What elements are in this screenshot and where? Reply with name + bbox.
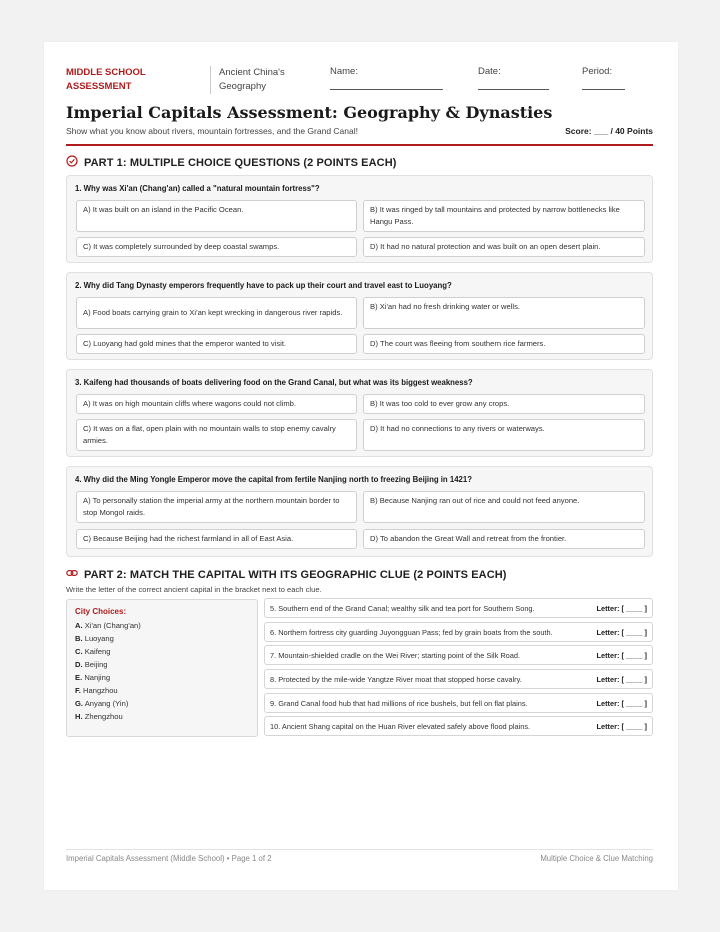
- city-choice: G. Anyang (Yin): [75, 699, 129, 708]
- date-input-line[interactable]: [478, 89, 549, 90]
- worksheet-page: [44, 42, 678, 890]
- question-card-3: [66, 369, 653, 457]
- option-b[interactable]: B) It was ringed by tall mountains and protected by narrow bottlenecks like Hangu Pass.: [363, 200, 645, 232]
- option-b[interactable]: B) It was too cold to ever grow any crops.: [363, 394, 645, 414]
- unit-label: Ancient China's Geography: [210, 66, 310, 94]
- check-circle-icon: [66, 155, 78, 170]
- period-input-line[interactable]: [582, 89, 625, 90]
- city-choice: H. Zhengzhou: [75, 712, 123, 721]
- question-text: 4. Why did the Ming Yongle Emperor move the capital from fertile Nanjing north to freezing Beijing in 1421?: [75, 475, 472, 484]
- part2-heading: [66, 567, 507, 582]
- clue-row: [264, 645, 653, 665]
- city-choice: F. Hangzhou: [75, 686, 118, 695]
- clue-row: [264, 622, 653, 642]
- clue-row: [264, 598, 653, 618]
- clue-text: 7. Mountain-shielded cradle on the Wei River; starting point of the Silk Road.: [270, 650, 521, 660]
- option-c[interactable]: C) Luoyang had gold mines that the emperor wanted to visit.: [76, 334, 357, 354]
- city-choice: A. Xi'an (Chang'an): [75, 621, 141, 630]
- question-text: 1. Why was Xi'an (Chang'an) called a "natural mountain fortress"?: [75, 184, 320, 193]
- city-choice: B. Luoyang: [75, 634, 114, 643]
- city-choice: C. Kaifeng: [75, 647, 111, 656]
- header-divider: [66, 144, 653, 146]
- footer-divider: [66, 849, 653, 850]
- part2-heading-text: PART 2: MATCH THE CAPITAL WITH ITS GEOGRAPHIC CLUE (2 POINTS EACH): [84, 568, 507, 581]
- clue-text: 8. Protected by the mile-wide Yangtze River moat that stopped horse cavalry.: [270, 674, 522, 684]
- option-c[interactable]: C) It was on a flat, open plain with no mountain walls to stop enemy cavalry armies.: [76, 419, 357, 451]
- date-label: Date:: [478, 66, 501, 77]
- clue-text: 6. Northern fortress city guarding Juyongguan Pass; fed by grain boats from the south.: [270, 627, 553, 637]
- name-input-line[interactable]: [330, 89, 443, 90]
- clue-text: 10. Ancient Shang capital on the Huan River elevated safely above flood plains.: [270, 721, 531, 731]
- option-d[interactable]: D) It had no natural protection and was built on an open desert plain.: [363, 237, 645, 257]
- letter-blank[interactable]: Letter: [ ____ ]: [596, 674, 647, 684]
- option-d[interactable]: D) To abandon the Great Wall and retreat from the frontier.: [363, 529, 645, 549]
- footer-left: Imperial Capitals Assessment (Middle School) • Page 1 of 2: [66, 854, 272, 863]
- letter-blank[interactable]: Letter: [ ____ ]: [596, 698, 647, 708]
- option-a[interactable]: A) To personally station the imperial army at the northern mountain border to stop Mongol raids.: [76, 491, 357, 523]
- option-d[interactable]: D) The court was fleeing from southern rice farmers.: [363, 334, 645, 354]
- option-a[interactable]: A) Food boats carrying grain to Xi'an kept wrecking in dangerous river rapids.: [76, 297, 357, 329]
- option-a[interactable]: A) It was built on an island in the Pacific Ocean.: [76, 200, 357, 232]
- option-b[interactable]: B) Because Nanjing ran out of rice and could not feed anyone.: [363, 491, 645, 523]
- city-choices-title: City Choices:: [75, 607, 127, 616]
- question-card-2: [66, 272, 653, 360]
- part1-heading-text: PART 1: MULTIPLE CHOICE QUESTIONS (2 POINTS EACH): [84, 156, 397, 169]
- letter-blank[interactable]: Letter: [ ____ ]: [596, 603, 647, 613]
- link-icon: [66, 567, 78, 582]
- option-b[interactable]: B) Xi'an had no fresh drinking water or wells.: [363, 297, 645, 329]
- name-label: Name:: [330, 66, 358, 77]
- clue-row: [264, 716, 653, 736]
- city-choice: D. Beijing: [75, 660, 108, 669]
- school-label: MIDDLE SCHOOL ASSESSMENT: [66, 67, 146, 92]
- clue-text: 9. Grand Canal food hub that had millions of rice bushels, but fell on flat plains.: [270, 698, 528, 708]
- clue-row: [264, 669, 653, 689]
- letter-blank[interactable]: Letter: [ ____ ]: [596, 650, 647, 660]
- city-choice: E. Nanjing: [75, 673, 111, 682]
- period-label: Period:: [582, 66, 613, 77]
- option-c[interactable]: C) It was completely surrounded by deep coastal swamps.: [76, 237, 357, 257]
- part2-instructions: Write the letter of the correct ancient capital in the bracket next to each clue.: [66, 585, 322, 594]
- score-field: Score: ___ / 40 Points: [565, 126, 653, 136]
- page-title: Imperial Capitals Assessment: Geography & Dynasties: [66, 103, 553, 122]
- footer-right: Multiple Choice & Clue Matching: [540, 854, 653, 863]
- question-card-4: [66, 466, 653, 557]
- city-choices-box: [66, 599, 258, 737]
- question-card-1: [66, 175, 653, 263]
- letter-blank[interactable]: Letter: [ ____ ]: [596, 721, 647, 731]
- page-subtitle: Show what you know about rivers, mountain fortresses, and the Grand Canal!: [66, 126, 358, 136]
- option-c[interactable]: C) Because Beijing had the richest farmland in all of East Asia.: [76, 529, 357, 549]
- question-text: 3. Kaifeng had thousands of boats delivering food on the Grand Canal, but what was its biggest weakness?: [75, 378, 473, 387]
- clue-row: [264, 693, 653, 713]
- option-a[interactable]: A) It was on high mountain cliffs where wagons could not climb.: [76, 394, 357, 414]
- question-text: 2. Why did Tang Dynasty emperors frequently have to pack up their court and travel east to Luoyang?: [75, 281, 452, 290]
- letter-blank[interactable]: Letter: [ ____ ]: [596, 627, 647, 637]
- option-d[interactable]: D) It had no connections to any rivers or waterways.: [363, 419, 645, 451]
- clue-text: 5. Southern end of the Grand Canal; wealthy silk and tea port for Southern Song.: [270, 603, 535, 613]
- part1-heading: [66, 155, 397, 170]
